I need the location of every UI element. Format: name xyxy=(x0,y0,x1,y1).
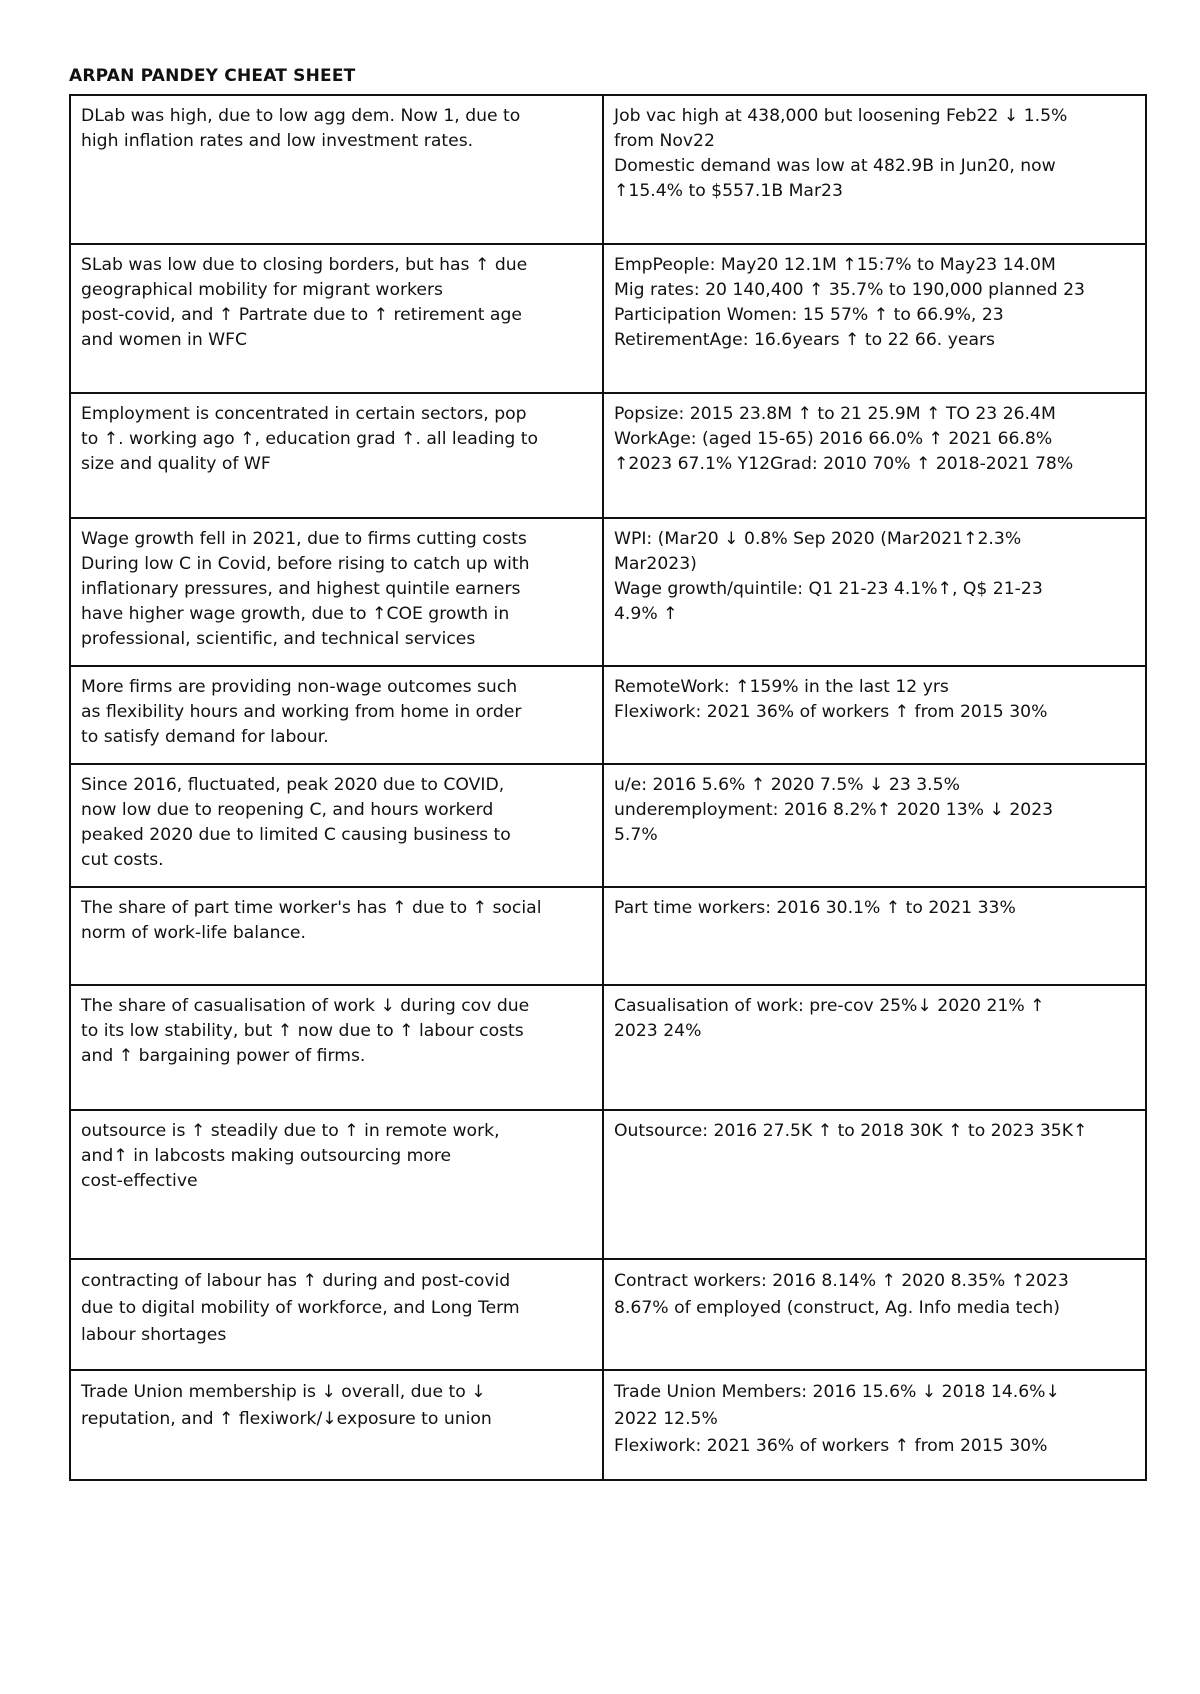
statistics-cell xyxy=(603,1259,1146,1370)
text-line: to its low stability, but ↑ now due to ↑ labour costs xyxy=(81,1021,524,1041)
text-line: and↑ in labcosts making outsourcing more xyxy=(81,1146,452,1166)
statistics-cell xyxy=(603,1110,1146,1259)
text-line: Flexiwork: 2021 36% of workers ↑ from 2015 30% xyxy=(614,1436,1048,1456)
statistics-cell xyxy=(603,244,1146,393)
explanation-cell xyxy=(70,887,603,985)
text-line: ↑2023 67.1% Y12Grad: 2010 70% ↑ 2018-2021 78% xyxy=(614,454,1074,474)
text-line: Trade Union membership is ↓ overall, due to ↓ xyxy=(81,1382,486,1402)
table-row xyxy=(70,985,1146,1110)
explanation-cell xyxy=(70,1259,603,1370)
text-line: The share of casualisation of work ↓ during cov due xyxy=(81,996,530,1016)
text-line: norm of work-life balance. xyxy=(81,923,306,943)
explanation-cell xyxy=(70,985,603,1110)
statistics-cell xyxy=(603,666,1146,764)
text-line: peaked 2020 due to limited C causing business to xyxy=(81,825,511,845)
explanation-cell xyxy=(70,764,603,887)
text-line: 4.9% ↑ xyxy=(614,604,678,624)
text-line: post-covid, and ↑ Partrate due to ↑ retirement age xyxy=(81,305,522,325)
text-line: WorkAge: (aged 15-65) 2016 66.0% ↑ 2021 66.8% xyxy=(614,429,1053,449)
text-line: Mar2023) xyxy=(614,554,697,574)
explanation-cell xyxy=(70,244,603,393)
text-line: outsource is ↑ steadily due to ↑ in remote work, xyxy=(81,1121,500,1141)
table-row xyxy=(70,1370,1146,1480)
text-line: Employment is concentrated in certain sectors, pop xyxy=(81,404,527,424)
text-line: Flexiwork: 2021 36% of workers ↑ from 2015 30% xyxy=(614,702,1048,722)
text-line: The share of part time worker's has ↑ due to ↑ social xyxy=(81,898,542,918)
text-line: and women in WFC xyxy=(81,330,248,350)
statistics-cell xyxy=(603,985,1146,1110)
table-row xyxy=(70,244,1146,393)
statistics-cell xyxy=(603,764,1146,887)
table-row xyxy=(70,95,1146,244)
table-row xyxy=(70,764,1146,887)
text-line: During low C in Covid, before rising to catch up with xyxy=(81,554,530,574)
text-line: Part time workers: 2016 30.1% ↑ to 2021 33% xyxy=(614,898,1016,918)
text-line: underemployment: 2016 8.2%↑ 2020 13% ↓ 2023 xyxy=(614,800,1054,820)
text-line: and ↑ bargaining power of firms. xyxy=(81,1046,366,1066)
text-line: Wage growth/quintile: Q1 21-23 4.1%↑, Q$ 21-23 xyxy=(614,579,1043,599)
explanation-cell xyxy=(70,518,603,666)
text-line: size and quality of WF xyxy=(81,454,271,474)
text-line: RemoteWork: ↑159% in the last 12 yrs xyxy=(614,677,949,697)
text-line: reputation, and ↑ flexiwork/↓exposure to union xyxy=(81,1409,492,1429)
table-row xyxy=(70,1259,1146,1370)
explanation-cell xyxy=(70,666,603,764)
cheat-sheet-table xyxy=(69,94,1147,1481)
text-line: professional, scientific, and technical services xyxy=(81,629,476,649)
text-line: 5.7% xyxy=(614,825,658,845)
text-line: Since 2016, fluctuated, peak 2020 due to COVID, xyxy=(81,775,505,795)
table-row xyxy=(70,1110,1146,1259)
text-line: EmpPeople: May20 12.1M ↑15:7% to May23 14.0M xyxy=(614,255,1056,275)
text-line: to satisfy demand for labour. xyxy=(81,727,329,747)
text-line: Outsource: 2016 27.5K ↑ to 2018 30K ↑ to 2023 35K↑ xyxy=(614,1121,1088,1141)
statistics-cell xyxy=(603,518,1146,666)
text-line: from Nov22 xyxy=(614,131,715,151)
explanation-cell xyxy=(70,393,603,518)
text-line: due to digital mobility of workforce, and Long Term xyxy=(81,1298,520,1318)
text-line: Contract workers: 2016 8.14% ↑ 2020 8.35% ↑2023 xyxy=(614,1271,1069,1291)
text-line: inflationary pressures, and highest quintile earners xyxy=(81,579,521,599)
text-line: Popsize: 2015 23.8M ↑ to 21 25.9M ↑ TO 23 26.4M xyxy=(614,404,1056,424)
explanation-cell xyxy=(70,95,603,244)
table-row xyxy=(70,887,1146,985)
explanation-cell xyxy=(70,1370,603,1480)
text-line: labour shortages xyxy=(81,1325,227,1345)
text-line: contracting of labour has ↑ during and post-covid xyxy=(81,1271,511,1291)
text-line: as flexibility hours and working from home in order xyxy=(81,702,522,722)
table-body xyxy=(70,95,1146,1480)
text-line: to ↑. working ago ↑, education grad ↑. all leading to xyxy=(81,429,539,449)
statistics-cell xyxy=(603,95,1146,244)
table-row xyxy=(70,518,1146,666)
text-line: have higher wage growth, due to ↑COE growth in xyxy=(81,604,510,624)
text-line: Mig rates: 20 140,400 ↑ 35.7% to 190,000 planned 23 xyxy=(614,280,1085,300)
text-line: 8.67% of employed (construct, Ag. Info media tech) xyxy=(614,1298,1061,1318)
explanation-cell xyxy=(70,1110,603,1259)
text-line: Job vac high at 438,000 but loosening Feb22 ↓ 1.5% xyxy=(614,106,1068,126)
text-line: RetirementAge: 16.6years ↑ to 22 66. years xyxy=(614,330,996,350)
text-line: cost-effective xyxy=(81,1171,198,1191)
text-line: high inflation rates and low investment rates. xyxy=(81,131,474,151)
text-line: DLab was high, due to low agg dem. Now 1, due to xyxy=(81,106,521,126)
text-line: cut costs. xyxy=(81,850,164,870)
text-line: Participation Women: 15 57% ↑ to 66.9%, 23 xyxy=(614,305,1004,325)
page-title: ARPAN PANDEY CHEAT SHEET xyxy=(69,66,356,86)
text-line: WPI: (Mar20 ↓ 0.8% Sep 2020 (Mar2021↑2.3% xyxy=(614,529,1022,549)
statistics-cell xyxy=(603,393,1146,518)
text-line: Casualisation of work: pre-cov 25%↓ 2020 21% ↑ xyxy=(614,996,1045,1016)
text-line: 2023 24% xyxy=(614,1021,702,1041)
text-line: ↑15.4% to $557.1B Mar23 xyxy=(614,181,843,201)
statistics-cell xyxy=(603,887,1146,985)
table-row xyxy=(70,393,1146,518)
text-line: Wage growth fell in 2021, due to firms cutting costs xyxy=(81,529,527,549)
text-line: now low due to reopening C, and hours workerd xyxy=(81,800,494,820)
text-line: geographical mobility for migrant workers xyxy=(81,280,443,300)
statistics-cell xyxy=(603,1370,1146,1480)
text-line: Trade Union Members: 2016 15.6% ↓ 2018 14.6%↓ xyxy=(614,1382,1060,1402)
text-line: 2022 12.5% xyxy=(614,1409,718,1429)
text-line: u/e: 2016 5.6% ↑ 2020 7.5% ↓ 23 3.5% xyxy=(614,775,960,795)
text-line: Domestic demand was low at 482.9B in Jun20, now xyxy=(614,156,1056,176)
text-line: More firms are providing non-wage outcomes such xyxy=(81,677,518,697)
text-line: SLab was low due to closing borders, but has ↑ due xyxy=(81,255,528,275)
table-row xyxy=(70,666,1146,764)
